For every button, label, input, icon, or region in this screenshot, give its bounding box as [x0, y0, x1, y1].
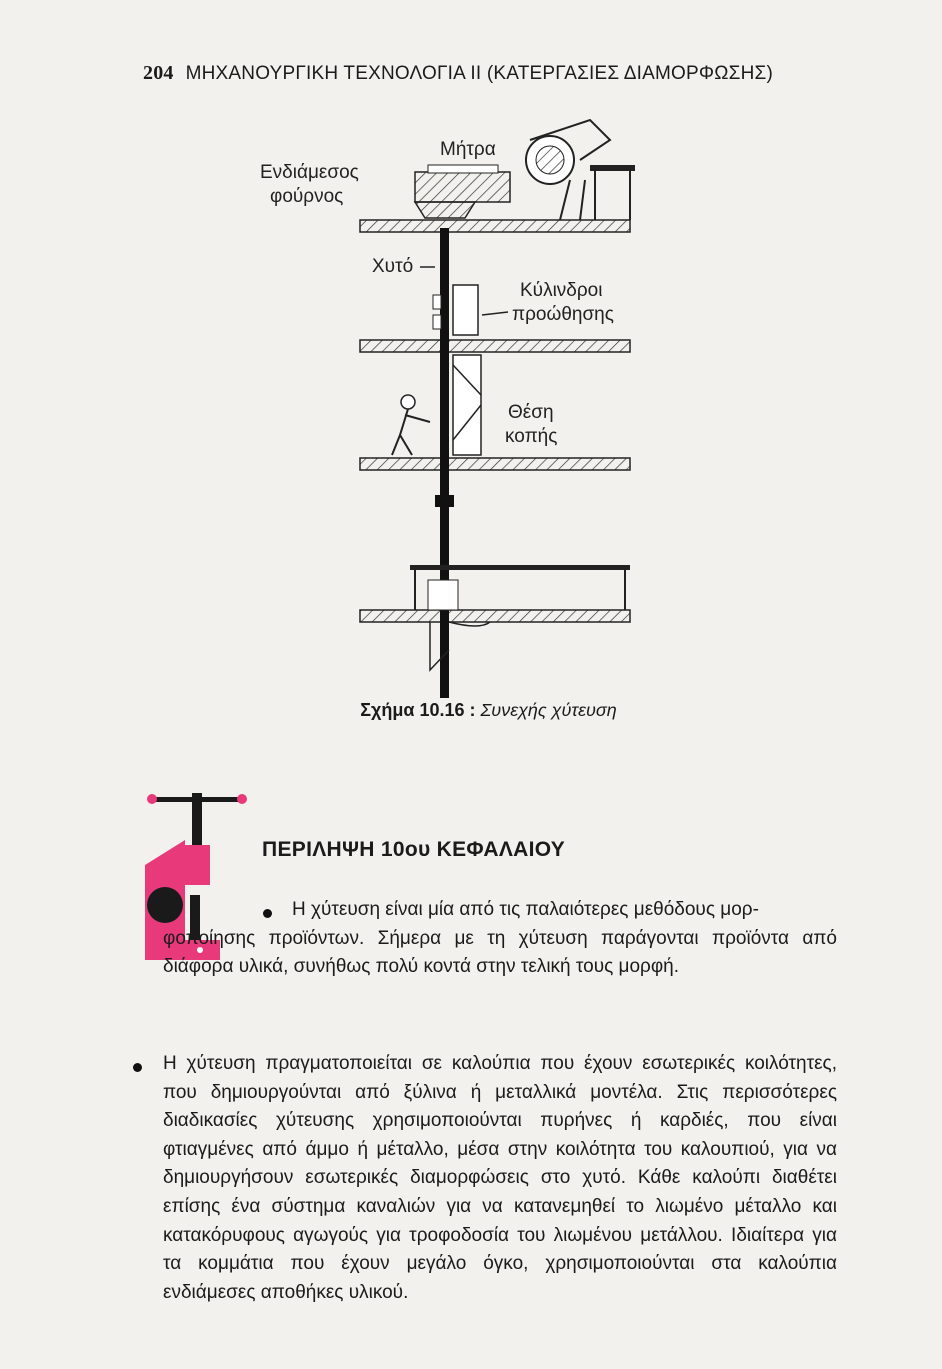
label-furnace-2: φούρνος — [270, 186, 344, 207]
floor-bottom — [360, 610, 630, 622]
floor-middle — [360, 340, 630, 352]
label-rollers-2: προώθησης — [512, 304, 614, 325]
worker — [401, 395, 415, 409]
bullet-2 — [133, 1063, 142, 1072]
page-header — [143, 62, 773, 85]
page-number: 204 — [143, 62, 174, 84]
summary-title: ΠΕΡΙΛΗΨΗ 10ου ΚΕΦΑΛΑΙΟΥ — [262, 838, 566, 861]
caption-text: Συνεχής χύτευση — [480, 700, 617, 720]
summary-paragraph-1 — [163, 896, 837, 982]
label-cut-1: Θέση — [508, 402, 554, 423]
floor-top — [360, 220, 630, 232]
figure-drawing — [250, 110, 700, 710]
label-mitra: Μήτρα — [440, 139, 496, 160]
paragraph-1-rest: φοποίησης προϊόντων. Σήμερα με τη χύτευση παράγονται προϊόντα από διάφορα υλικά, συνήθως πολύ κοντά στην τελική τους μορφή. — [163, 927, 837, 978]
caption-number: Σχήμα 10.16 : — [360, 700, 476, 720]
label-rollers-1: Κύλινδροι — [520, 280, 603, 301]
roller-frame — [453, 285, 478, 335]
figure-caption — [0, 700, 942, 721]
label-xyto: Χυτό — [372, 256, 414, 277]
running-title: ΜΗΧΑΝΟΥΡΓΙΚΗ ΤΕΧΝΟΛΟΓΙΑ ΙΙ (ΚΑΤΕΡΓΑΣΙΕΣ ΔΙΑΜΟΡΦΩΣΗΣ) — [185, 63, 773, 84]
tundish — [415, 172, 510, 202]
label-cut-2: κοπής — [505, 426, 558, 447]
paragraph-1-first-line: Η χύτευση είναι μία από τις παλαιότερες μεθόδους μορ- — [292, 899, 759, 920]
floor-lower — [360, 458, 630, 470]
label-furnace-1: Ενδιάμεσος — [260, 162, 359, 183]
mould — [415, 202, 475, 218]
summary-paragraph-2: Η χύτευση πραγματοποιείται σε καλούπια που έχουν εσωτερικές κοιλότητες, που δημιουργούνται από ξύλινα ή μεταλλικά μοντέλα. Στις περισσότερες διαδικασίες χύτευσης χρησιμοποιούνται πυρήνες ή καρδιές, που είναι φτιαγμένες από άμμο ή μέταλλο, μέσα στην κοιλότητα του καλουπιού, για να δημιουργήσουν εσωτερικές διαμορφώσεις στο χυτό. Κάθε καλούπι διαθέτει επίσης ένα σύστημα καναλιών για να κατανεμηθεί το λιωμένο μέταλλο και κατακόρυφους αγωγούς για τροφοδοσία του λιωμένου μετάλλου. Ιδιαίτερα για τα κομμάτια που έχουν μεγάλο όγκο, χρησιμοποιούνται στα καλούπια ενδιάμεσες αποθήκες υλικού. — [163, 1053, 837, 1303]
continuous-casting-figure — [250, 110, 700, 710]
